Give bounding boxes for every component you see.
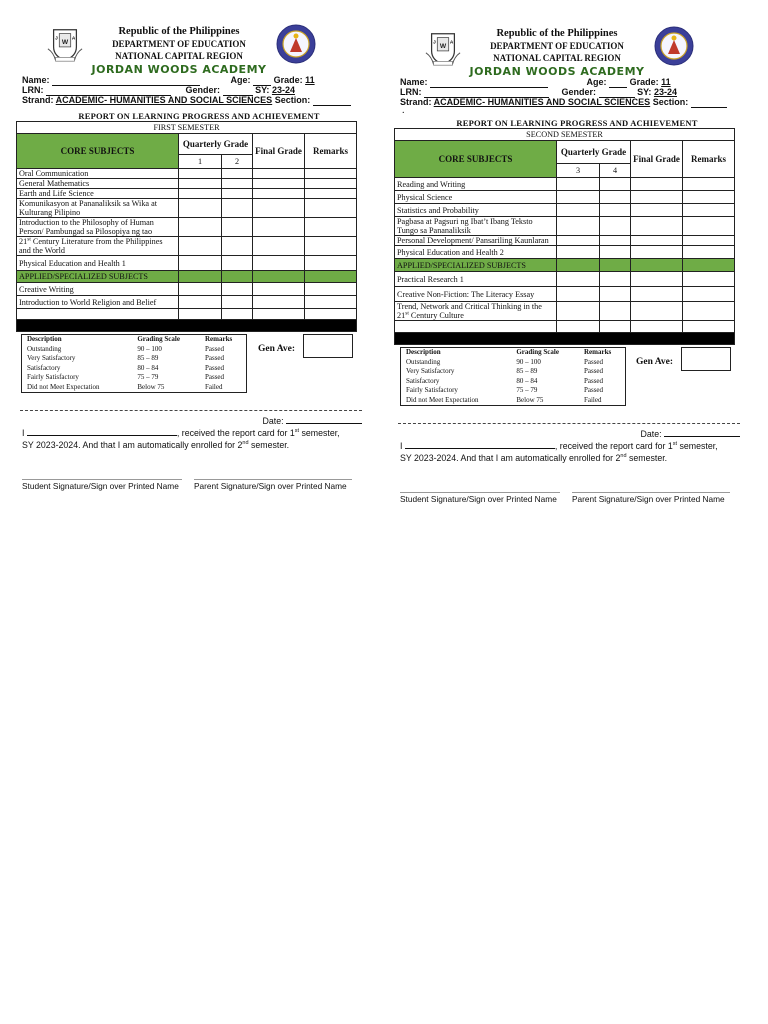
scale-desc: Very Satisfactory — [406, 367, 455, 375]
acknowledgement — [14, 415, 384, 451]
subject-name: Statistics and Probability — [395, 204, 557, 217]
remarks-cell[interactable] — [305, 218, 357, 237]
grade-cell[interactable] — [222, 169, 253, 179]
student-signature-line[interactable]: Student Signature/Sign over Printed Name — [400, 492, 560, 504]
remarks-cell[interactable] — [305, 237, 357, 256]
sy-value: 23-24 — [653, 87, 677, 97]
header-republic: Republic of the Philippines — [496, 28, 618, 39]
final-grade-cell[interactable] — [253, 218, 305, 237]
subject-row — [17, 296, 357, 309]
remarks-cell[interactable] — [683, 272, 735, 287]
strand-label: Strand: — [400, 97, 432, 107]
report-card-first-semester — [14, 0, 384, 493]
gender-label: Gender: — [561, 87, 597, 97]
final-grade-cell[interactable] — [631, 246, 683, 259]
scale-desc: Did not Meet Expectation — [406, 395, 479, 404]
date-label: Date: — [262, 416, 284, 426]
final-grade-cell[interactable] — [631, 191, 683, 204]
subject-row — [17, 256, 357, 271]
lrn-label: LRN: — [400, 87, 422, 97]
final-grade-cell[interactable] — [631, 204, 683, 217]
header-school-name: JORDAN WOODS ACADEMY — [91, 63, 267, 76]
subject-row — [395, 236, 735, 246]
scale-row — [401, 396, 626, 406]
grade-cell[interactable] — [222, 283, 253, 296]
grade-cell[interactable] — [179, 283, 222, 296]
subject-row — [17, 283, 357, 296]
remarks-cell[interactable] — [683, 178, 735, 191]
header-region: NATIONAL CAPITAL REGION — [493, 53, 621, 63]
final-grade-cell[interactable] — [631, 217, 683, 236]
lrn-label: LRN: — [22, 85, 44, 95]
date-field[interactable] — [664, 428, 740, 437]
grade-cell[interactable] — [557, 236, 600, 246]
stray-dot: . — [402, 105, 405, 116]
section-label: Section: — [274, 95, 311, 105]
gen-ave-field[interactable] — [303, 334, 353, 358]
sy-label: SY: — [255, 85, 270, 95]
scale-row — [22, 373, 247, 383]
scale-remark: Passed — [204, 354, 225, 362]
grade-cell[interactable] — [222, 296, 253, 309]
scale-range: Below 75 — [516, 395, 544, 404]
scale-remark: Passed — [204, 363, 225, 372]
report-card-second-semester — [392, 0, 762, 506]
grade-cell[interactable] — [179, 199, 222, 218]
scale-row — [22, 354, 247, 364]
scale-row — [401, 386, 626, 396]
scale-remark: Passed — [204, 373, 225, 381]
gen-ave-field[interactable] — [681, 347, 731, 371]
grade-cell[interactable] — [222, 237, 253, 256]
subject-name: General Mathematics — [17, 179, 179, 189]
applied-subjects-header: APPLIED/SPECIALIZED SUBJECTS — [395, 259, 557, 272]
scale-row — [401, 358, 626, 368]
applied-subjects-header: APPLIED/SPECIALIZED SUBJECTS — [17, 271, 179, 283]
scale-row — [22, 383, 247, 393]
ack-name-field[interactable] — [405, 440, 555, 449]
remarks-cell[interactable] — [683, 191, 735, 204]
jwa-school-seal-icon — [424, 30, 462, 68]
student-info — [14, 76, 384, 106]
scale-remark: Passed — [583, 376, 604, 385]
remarks-cell[interactable] — [305, 199, 357, 218]
scale-row — [401, 377, 626, 387]
remarks-cell[interactable] — [305, 169, 357, 179]
header-department: DEPARTMENT OF EDUCATION — [490, 41, 624, 51]
subject-row — [17, 237, 357, 256]
svg-text:W: W — [61, 39, 69, 47]
subject-row — [395, 246, 735, 259]
scale-row — [22, 364, 247, 374]
scale-remark: Passed — [583, 357, 604, 366]
core-subjects-header: CORE SUBJECTS — [395, 141, 557, 178]
subject-name: Komunikasyon at Pananaliksik sa Wika at Kulturang Pilipino — [17, 199, 179, 218]
scale-range: 80 – 84 — [137, 363, 159, 372]
section-field[interactable] — [691, 107, 727, 108]
grade-cell[interactable] — [179, 179, 222, 189]
grade-cell[interactable] — [557, 191, 600, 204]
svg-text:A: A — [449, 40, 454, 46]
grade-cell[interactable] — [179, 218, 222, 237]
deped-seal-icon — [654, 24, 694, 68]
subject-name: Introduction to World Religion and Belief — [17, 296, 179, 309]
semester-title: SECOND SEMESTER — [395, 129, 735, 141]
grades-table-first-semester — [16, 121, 357, 332]
final-grade-cell[interactable] — [631, 178, 683, 191]
scale-range: 80 – 84 — [516, 376, 538, 385]
scale-remark: Failed — [583, 395, 602, 404]
subject-row — [17, 199, 357, 218]
grade-cell[interactable] — [600, 236, 631, 246]
quarter-header: 1 — [179, 155, 222, 169]
header-department: DEPARTMENT OF EDUCATION — [112, 39, 246, 49]
blank-row — [395, 321, 735, 333]
subject-name: Personal Development/ Pansariling Kaunlaran — [395, 236, 557, 246]
grade-value: 11 — [305, 75, 315, 85]
grades-table-second-semester — [394, 128, 735, 345]
subject-row — [17, 189, 357, 199]
scale-range: 85 – 89 — [137, 354, 159, 362]
subject-name: Physical Education and Health 2 — [395, 246, 557, 259]
grade-cell[interactable] — [600, 272, 631, 287]
remarks-cell[interactable] — [683, 287, 735, 302]
ack-line1: , received the report card for 1st semester, — [554, 441, 718, 451]
quarter-header: 2 — [222, 155, 253, 169]
black-divider-row — [395, 333, 735, 345]
subject-name: Oral Communication — [17, 169, 179, 179]
remarks-cell[interactable] — [683, 246, 735, 259]
scale-desc: Fairly Satisfactory — [27, 373, 79, 381]
grading-scale-table — [21, 334, 247, 393]
remarks-cell[interactable] — [683, 302, 735, 321]
scale-header: Description — [406, 348, 441, 356]
final-grade-cell[interactable] — [631, 287, 683, 302]
quarter-header: 3 — [557, 164, 600, 178]
name-label: Name: — [22, 75, 50, 85]
remarks-cell[interactable] — [305, 179, 357, 189]
section-label: Section: — [652, 97, 689, 107]
subject-row — [17, 218, 357, 237]
svg-text:J: J — [55, 36, 58, 42]
parent-signature-line[interactable]: Parent Signature/Sign over Printed Name — [572, 492, 730, 504]
blank-row — [17, 309, 357, 320]
final-grade-cell[interactable] — [253, 296, 305, 309]
jwa-school-seal-icon — [46, 26, 84, 64]
grade-cell[interactable] — [600, 191, 631, 204]
grade-cell[interactable] — [557, 302, 600, 321]
semester-title: FIRST SEMESTER — [17, 122, 357, 134]
grade-cell[interactable] — [222, 218, 253, 237]
remarks-cell[interactable] — [305, 283, 357, 296]
header-region: NATIONAL CAPITAL REGION — [115, 51, 243, 61]
grade-value: 11 — [661, 77, 671, 87]
scale-range: 85 – 89 — [516, 367, 538, 375]
quarterly-grade-header: Quarterly Grade — [179, 134, 253, 155]
final-grade-cell[interactable] — [253, 256, 305, 271]
ack-line2: SY 2023-2024. And that I am automatically enrolled for 2nd semester. — [400, 453, 668, 463]
strand-value: ACADEMIC- HUMANITIES AND SOCIAL SCIENCES — [55, 95, 273, 105]
subject-row — [395, 204, 735, 217]
subject-name: Introduction to the Philosophy of Human Person/ Pambungad sa Pilosopiya ng tao — [17, 218, 179, 237]
scale-range: Below 75 — [137, 382, 165, 391]
grade-cell[interactable] — [600, 302, 631, 321]
grade-cell[interactable] — [600, 178, 631, 191]
grade-cell[interactable] — [600, 217, 631, 236]
scale-range: 75 – 79 — [137, 373, 159, 381]
subject-row — [395, 287, 735, 302]
age-label: Age: — [230, 75, 251, 85]
signature-lines — [392, 484, 762, 506]
quarterly-grade-header: Quarterly Grade — [557, 141, 631, 164]
subject-name: Creative Writing — [17, 283, 179, 296]
report-title: REPORT ON LEARNING PROGRESS AND ACHIEVEMENT — [456, 118, 698, 128]
gen-ave-label: Gen Ave: — [258, 344, 296, 354]
header-school-name: JORDAN WOODS ACADEMY — [469, 65, 645, 78]
remarks-cell[interactable] — [683, 217, 735, 236]
acknowledgement — [392, 428, 762, 464]
subject-name: Practical Research 1 — [395, 272, 557, 287]
subject-name: Physical Science — [395, 191, 557, 204]
date-label: Date: — [640, 429, 662, 439]
subject-name: Trend, Network and Critical Thinking in the 21st Century Culture — [395, 302, 557, 321]
scale-desc: Satisfactory — [406, 376, 440, 385]
name-label: Name: — [400, 77, 428, 87]
ack-prefix: I — [400, 441, 403, 451]
black-divider-row — [17, 320, 357, 332]
applied-subjects-header-row — [395, 259, 735, 272]
grade-cell[interactable] — [222, 256, 253, 271]
svg-text:J: J — [433, 40, 436, 46]
report-title: REPORT ON LEARNING PROGRESS AND ACHIEVEMENT — [78, 111, 320, 121]
grade-cell[interactable] — [179, 189, 222, 199]
scale-row — [22, 345, 247, 355]
scale-desc: Did not Meet Expectation — [27, 382, 100, 391]
applied-subjects-header-row — [17, 271, 357, 283]
cut-line — [398, 423, 740, 424]
scale-header: Description — [27, 335, 62, 343]
core-subjects-header: CORE SUBJECTS — [17, 134, 179, 169]
grade-cell[interactable] — [600, 246, 631, 259]
student-info — [392, 78, 762, 108]
scale-remark: Passed — [583, 386, 604, 394]
grade-cell[interactable] — [179, 296, 222, 309]
subject-row — [395, 191, 735, 204]
grade-cell[interactable] — [179, 169, 222, 179]
scale-remark: Failed — [204, 382, 223, 391]
ack-line2: SY 2023-2024. And that I am automatically enrolled for 2nd semester. — [22, 440, 290, 450]
grade-cell[interactable] — [557, 217, 600, 236]
grade-label: Grade: — [629, 77, 659, 87]
final-grade-cell[interactable] — [253, 237, 305, 256]
sy-value: 23-24 — [271, 85, 295, 95]
grade-cell[interactable] — [222, 199, 253, 218]
strand-label: Strand: — [22, 95, 54, 105]
letterhead — [14, 0, 384, 76]
scale-range: 90 – 100 — [516, 357, 541, 366]
svg-text:A: A — [71, 36, 76, 42]
scale-desc: Outstanding — [406, 357, 441, 366]
grade-cell[interactable] — [557, 204, 600, 217]
final-grade-cell[interactable] — [631, 272, 683, 287]
grade-cell[interactable] — [600, 204, 631, 217]
remarks-header: Remarks — [305, 134, 357, 169]
grade-cell[interactable] — [557, 287, 600, 302]
strand-value: ACADEMIC- HUMANITIES AND SOCIAL SCIENCES — [433, 97, 651, 107]
subject-name: Physical Education and Health 1 — [17, 256, 179, 271]
remarks-cell[interactable] — [683, 204, 735, 217]
scale-row — [401, 367, 626, 377]
final-grade-cell[interactable] — [253, 199, 305, 218]
grade-cell[interactable] — [557, 178, 600, 191]
cut-line — [20, 410, 362, 411]
age-label: Age: — [586, 77, 607, 87]
subject-row — [395, 178, 735, 191]
grade-cell[interactable] — [222, 179, 253, 189]
grade-cell[interactable] — [557, 272, 600, 287]
subject-row — [17, 179, 357, 189]
remarks-cell[interactable] — [305, 256, 357, 271]
grading-scale-section — [392, 347, 762, 417]
subject-row — [17, 169, 357, 179]
scale-desc: Satisfactory — [27, 363, 61, 372]
remarks-cell[interactable] — [683, 236, 735, 246]
grade-cell[interactable] — [557, 246, 600, 259]
grading-scale-section — [14, 334, 384, 404]
subject-name: Earth and Life Science — [17, 189, 179, 199]
remarks-header: Remarks — [683, 141, 735, 178]
scale-remark: Passed — [204, 344, 225, 353]
grade-cell[interactable] — [600, 287, 631, 302]
grade-cell[interactable] — [179, 237, 222, 256]
letterhead — [392, 0, 762, 78]
final-grade-cell[interactable] — [253, 169, 305, 179]
header-republic: Republic of the Philippines — [118, 26, 240, 37]
subject-row — [395, 272, 735, 287]
gen-ave-label: Gen Ave: — [636, 357, 674, 367]
svg-text:W: W — [439, 43, 447, 51]
remarks-cell[interactable] — [305, 296, 357, 309]
ack-prefix: I — [22, 428, 25, 438]
grading-scale-table — [400, 347, 626, 406]
scale-desc: Very Satisfactory — [27, 354, 76, 362]
scale-range: 75 – 79 — [516, 386, 538, 394]
scale-desc: Fairly Satisfactory — [406, 386, 458, 394]
sy-label: SY: — [637, 87, 652, 97]
remarks-cell[interactable] — [305, 189, 357, 199]
final-grade-header: Final Grade — [631, 141, 683, 178]
final-grade-cell[interactable] — [631, 302, 683, 321]
ack-name-field[interactable] — [27, 427, 177, 436]
subject-name: Creative Non-Fiction: The Literacy Essay — [395, 287, 557, 302]
scale-header: Remarks — [583, 348, 612, 356]
grade-label: Grade: — [273, 75, 303, 85]
grade-cell[interactable] — [222, 189, 253, 199]
scale-header: Grading Scale — [516, 348, 559, 356]
final-grade-cell[interactable] — [253, 283, 305, 296]
gender-label: Gender: — [185, 85, 221, 95]
grade-cell[interactable] — [179, 256, 222, 271]
final-grade-header: Final Grade — [253, 134, 305, 169]
scale-header: Remarks — [204, 335, 233, 343]
scale-range: 90 – 100 — [137, 344, 162, 353]
scale-remark: Passed — [583, 367, 604, 375]
subject-row — [395, 302, 735, 321]
signature-lines — [14, 471, 384, 493]
ack-line1: , received the report card for 1st semester, — [176, 428, 340, 438]
deped-seal-icon — [276, 22, 316, 66]
section-field[interactable] — [313, 105, 351, 106]
subject-name: Reading and Writing — [395, 178, 557, 191]
subject-name: Pagbasa at Pagsuri ng Ibat’t Ibang Teksto Tungo sa Pananaliksik — [395, 217, 557, 236]
date-field[interactable] — [286, 415, 362, 424]
student-signature-line[interactable]: Student Signature/Sign over Printed Name — [22, 479, 182, 491]
scale-desc: Outstanding — [27, 344, 62, 353]
final-grade-cell[interactable] — [253, 179, 305, 189]
parent-signature-line[interactable]: Parent Signature/Sign over Printed Name — [194, 479, 352, 491]
final-grade-cell[interactable] — [631, 236, 683, 246]
subject-row — [395, 217, 735, 236]
subject-name: 21st Century Literature from the Philippines and the World — [17, 237, 179, 256]
scale-header: Grading Scale — [137, 335, 180, 343]
final-grade-cell[interactable] — [253, 189, 305, 199]
quarter-header: 4 — [600, 164, 631, 178]
